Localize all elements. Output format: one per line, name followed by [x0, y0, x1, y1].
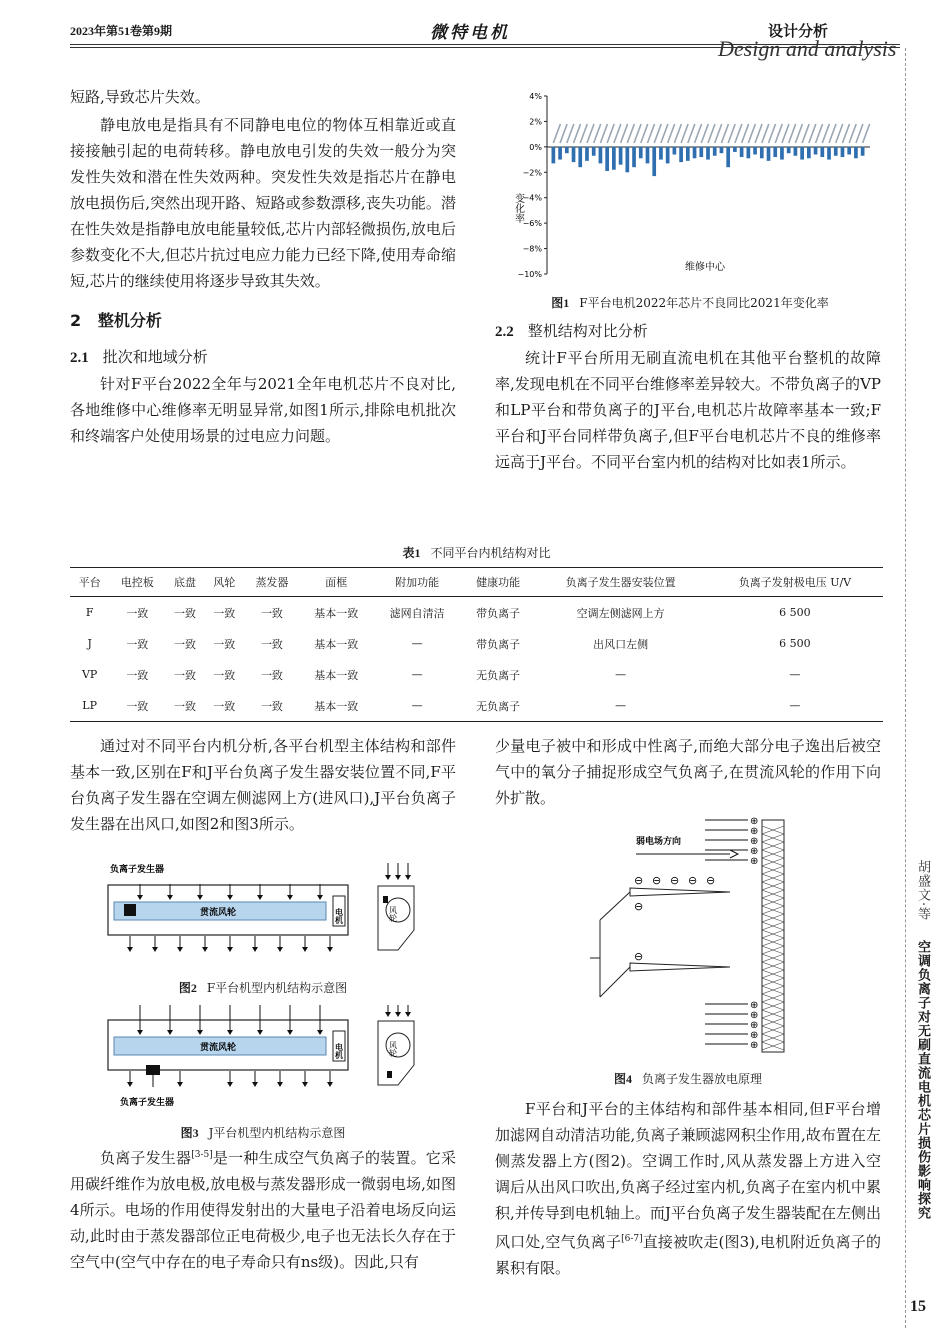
table-cell: 一致	[109, 690, 165, 722]
x-tick-label-blur	[762, 124, 769, 143]
table-cell: 带负离子	[476, 606, 521, 620]
figure-caption-text: 负离子发生器放电原理	[642, 1072, 763, 1086]
air-arrow-head	[287, 1030, 293, 1035]
x-tick-label-blur	[607, 124, 614, 143]
table-cell: 一致	[213, 606, 236, 620]
bar	[753, 147, 757, 155]
x-tick-label-blur	[795, 124, 802, 143]
table-cell: —	[615, 668, 627, 681]
fan-label: 贯流风轮	[200, 908, 237, 918]
positive-charge: ⊕	[750, 1040, 759, 1051]
y-tick-label: −8%	[522, 244, 542, 254]
bar	[841, 147, 845, 157]
column-header: 负离子发射极电压 U/V	[707, 568, 883, 597]
bar	[814, 147, 818, 155]
section-title-en: Design and analysis	[718, 36, 897, 61]
right-column-middle	[495, 733, 881, 811]
bar	[706, 147, 710, 160]
bar	[673, 147, 677, 155]
air-arrow-head	[127, 947, 133, 952]
page-number: 15	[910, 1298, 926, 1315]
bar	[854, 147, 858, 158]
y-tick-label: 2%	[529, 117, 542, 127]
bar	[666, 147, 670, 164]
y-axis-label: 变化率	[512, 193, 524, 223]
bar	[592, 147, 596, 156]
paragraph: 统计F平台所用无刷直流电机在其他平台整机的故障率,发现电机在不同平台维修率差异较大。不带负离子的VP和LP平台和带负离子的J平台,电机芯片故障率基本一致;F平台和J平台同样带负离子,但F平台电机芯片不良的维修率远高于J平台。不同平台室内机的结构对比如表1所示。	[495, 349, 881, 471]
air-arrow-head	[385, 875, 391, 880]
x-tick-label-blur	[560, 124, 567, 143]
bar	[780, 147, 784, 160]
ion-generator	[146, 1065, 160, 1075]
table-body	[70, 597, 883, 722]
running-title: 空调负离子对无刷直流电机芯片损伤影响探究	[915, 940, 930, 1221]
air-arrow-head	[317, 895, 323, 900]
y-tick-label: −10%	[517, 270, 542, 279]
x-tick-label-blur	[668, 124, 675, 143]
left-column-top	[70, 84, 456, 449]
air-arrow-head	[197, 1030, 203, 1035]
positive-charge: ⊕	[750, 856, 759, 867]
section-title-cn: 设计分析	[768, 22, 829, 40]
air-arrow-head	[227, 947, 233, 952]
x-tick-label-blur	[789, 124, 796, 143]
air-arrow-head	[227, 1030, 233, 1035]
x-tick-label-blur	[802, 124, 809, 143]
positive-charge: ⊕	[750, 816, 759, 827]
table-cell: 一致	[173, 637, 196, 651]
x-tick-label-blur	[721, 124, 728, 143]
x-tick-label-blur	[587, 124, 594, 143]
table-cell: —	[373, 690, 462, 722]
air-arrow-head	[405, 1012, 411, 1017]
bar	[861, 147, 865, 156]
x-tick-label-blur	[701, 124, 708, 143]
x-tick-label-blur	[634, 124, 641, 143]
bar	[578, 147, 582, 167]
air-arrow-head	[302, 1082, 308, 1087]
electron: ⊖	[652, 874, 662, 887]
table-row	[70, 659, 883, 690]
x-tick-label-blur	[715, 124, 722, 143]
right-column-top	[495, 318, 881, 475]
x-tick-label-blur	[641, 124, 648, 143]
column-header: 风轮	[205, 568, 244, 597]
figure-3-diagram	[100, 1005, 430, 1115]
discharge-needle	[630, 963, 730, 971]
x-tick-label-blur	[728, 124, 735, 143]
table-cell: —	[411, 637, 423, 650]
bar	[726, 147, 730, 167]
column-header: 蒸发器	[244, 568, 300, 597]
table-cell: 基本一致	[314, 668, 359, 682]
x-tick-label-blur	[553, 124, 560, 143]
air-arrow-head	[257, 895, 263, 900]
bar	[720, 147, 724, 153]
bar	[800, 147, 804, 160]
x-tick-label-blur	[809, 124, 816, 143]
paragraph	[495, 1096, 881, 1281]
air-arrow-head	[302, 947, 308, 952]
electron: ⊖	[634, 874, 644, 887]
paragraph: 通过对不同平台内机分析,各平台机型主体结构和部件基本一致,区别在F和J平台负离子发生器安装位置不同,F平台负离子发生器在空调左侧滤网上方(进风口),J平台负离子发生器在出风口,如图2和图3所示。	[70, 737, 456, 833]
electron: ⊖	[706, 874, 716, 887]
y-tick-label: 4%	[529, 92, 542, 101]
figure-1-caption	[500, 294, 880, 311]
air-arrow-head	[137, 1030, 143, 1035]
x-tick-label-blur	[661, 124, 668, 143]
air-arrow-head	[277, 1082, 283, 1087]
bar	[827, 147, 831, 160]
table-cell: 一致	[213, 668, 236, 682]
bar	[558, 147, 562, 160]
bar	[834, 147, 838, 156]
table-cell: VP	[81, 668, 98, 681]
positive-charge: ⊕	[750, 826, 759, 837]
bar	[639, 147, 643, 158]
right-column-bottom	[495, 1096, 881, 1281]
x-tick-label-blur	[836, 124, 843, 143]
column-header: 平台	[70, 568, 109, 597]
table-cell: 出风口左侧	[593, 637, 649, 651]
column-header: 面框	[300, 568, 373, 597]
air-arrow-head	[227, 895, 233, 900]
table-cell: 空调左侧滤网上方	[576, 606, 665, 620]
bar	[773, 147, 777, 157]
paragraph	[70, 1142, 456, 1275]
air-arrow-head	[327, 1082, 333, 1087]
y-tick-label: −6%	[522, 219, 542, 229]
table-caption-text: 不同平台内机结构对比	[430, 546, 551, 560]
bar	[847, 147, 851, 155]
ion-generator	[124, 904, 136, 916]
x-tick-label-blur	[856, 124, 863, 143]
table-cell: 一致	[205, 690, 244, 722]
bar	[552, 147, 556, 164]
air-arrow-head	[287, 895, 293, 900]
x-tick-label-blur	[580, 124, 587, 143]
table-cell: 基本一致	[314, 606, 359, 620]
air-arrow-head	[167, 1030, 173, 1035]
bar	[746, 147, 750, 158]
section-title: 整机分析	[97, 311, 162, 330]
bar	[733, 147, 737, 152]
positive-charge: ⊕	[750, 1030, 759, 1041]
table-1-caption	[70, 544, 883, 561]
journal-issue: 2023年第51卷第9期	[70, 24, 173, 38]
air-arrow-head	[257, 1030, 263, 1035]
table-cell: 6 500	[779, 637, 811, 650]
figure-2-diagram	[100, 860, 430, 970]
wheel-label: 风轮	[388, 1041, 398, 1057]
figure-label: 图3	[180, 1126, 199, 1140]
x-tick-label-blur	[755, 124, 762, 143]
bar	[565, 147, 569, 153]
figure-3-caption	[70, 1124, 456, 1141]
table-cell: 一致	[173, 668, 196, 682]
air-arrow-head	[395, 875, 401, 880]
margin-dashed-line	[905, 48, 906, 1328]
citation: [3-5]	[191, 1150, 213, 1160]
fan-label: 贯流风轮	[200, 1043, 237, 1053]
table-cell: 一致	[244, 690, 300, 722]
table-cell: 无负离子	[476, 668, 521, 682]
x-tick-label-blur	[822, 124, 829, 143]
table-cell: 一致	[165, 690, 204, 722]
x-axis-label: 维修中心	[685, 262, 725, 273]
bar	[713, 147, 717, 156]
air-arrow-head	[385, 1012, 391, 1017]
running-author: 胡盛文·等	[915, 860, 930, 922]
table-cell: 基本一致	[314, 637, 359, 651]
table-header-row	[70, 568, 883, 597]
table-row	[70, 597, 883, 629]
table-cell: 一致	[173, 606, 196, 620]
motor-label: 电机	[334, 908, 344, 924]
bar	[686, 147, 690, 161]
subsection-number: 2.2	[495, 324, 514, 340]
x-tick-label-blur	[782, 124, 789, 143]
air-arrow-head	[327, 947, 333, 952]
paragraph-text: 直接被吹走(图3),电机附近负离子的累积有限。	[495, 1233, 881, 1277]
side-arrows	[385, 1005, 411, 1017]
outflow-arrows	[127, 936, 333, 952]
column-header: 负离子发生器安装位置	[534, 568, 706, 597]
x-tick-label-blur	[567, 124, 574, 143]
subsection-title: 整机结构对比分析	[527, 322, 648, 340]
x-tick-labels	[553, 124, 869, 143]
bar	[585, 147, 589, 161]
generator-label: 负离子发生器	[110, 865, 165, 875]
figure-2-caption	[70, 979, 456, 996]
column-header: 附加功能	[373, 568, 462, 597]
air-arrow-head	[202, 947, 208, 952]
section-heading	[70, 308, 456, 334]
x-tick-label-blur	[849, 124, 856, 143]
x-tick-label-blur	[600, 124, 607, 143]
table-cell: 一致	[213, 637, 236, 651]
x-tick-label-blur	[627, 124, 634, 143]
figure-4-diagram	[590, 812, 800, 1062]
evaporator	[762, 820, 784, 1052]
x-tick-label-blur	[816, 124, 823, 143]
bar	[619, 147, 623, 165]
bar	[767, 147, 771, 161]
x-tick-label-blur	[574, 124, 581, 143]
x-tick-label-blur	[647, 124, 654, 143]
table-label: 表1	[402, 546, 421, 560]
air-arrow-head	[252, 947, 258, 952]
x-tick-label-blur	[695, 124, 702, 143]
header-rule	[70, 44, 900, 45]
subsection-number: 2.1	[70, 350, 89, 366]
bar	[679, 147, 683, 162]
figure-label: 图1	[551, 296, 570, 310]
table-cell: 基本一致	[300, 690, 373, 722]
paragraph: 静电放电是指具有不同静电电位的物体互相靠近或直接接触引起的电荷转移。静电放电引发的失效一般分为突发性失效和潜在性失效两种。突发性失效是指芯片在静电放电损伤后,突然出现开路、短路或参数漂移,丧失功能。潜在性失效是指静电放电能量较低,芯片内部轻微损伤,放电后参数变化不大,但芯片抗过电应力能力已经下降,使用寿命缩短,芯片的继续使用将逐步导致其失效。	[70, 116, 456, 290]
air-arrow-head	[277, 947, 283, 952]
table-cell: 一致	[260, 606, 283, 620]
positive-charge: ⊕	[750, 1000, 759, 1011]
positive-charge: ⊕	[750, 1010, 759, 1021]
table-cell: 滤网自清洁	[389, 606, 445, 620]
motor-label: 电机	[334, 1043, 344, 1059]
air-arrow-head	[252, 1082, 258, 1087]
bar	[794, 147, 798, 156]
positive-charges	[750, 816, 758, 1051]
bar	[693, 147, 697, 158]
field-direction-label: 弱电场方向	[636, 837, 682, 847]
bar	[807, 147, 811, 158]
figure-1-chart	[500, 88, 880, 288]
figure-label: 图4	[613, 1072, 632, 1086]
air-arrow-head	[177, 947, 183, 952]
citation: [6-7]	[621, 1234, 643, 1244]
x-tick-label-blur	[594, 124, 601, 143]
table-cell: 带负离子	[476, 637, 521, 651]
y-tick-label: −4%	[522, 193, 542, 203]
air-arrow-head	[167, 895, 173, 900]
figure-4-caption	[495, 1070, 881, 1087]
y-tick-label: 0%	[529, 142, 542, 152]
air-arrow-head	[405, 875, 411, 880]
x-tick-label-blur	[735, 124, 742, 143]
table-cell: F	[85, 606, 94, 619]
table-cell: 无负离子	[462, 690, 535, 722]
positive-charge: ⊕	[750, 1020, 759, 1031]
table-cell: 一致	[260, 668, 283, 682]
air-arrow-head	[395, 1012, 401, 1017]
bar	[625, 147, 629, 172]
side-arrows	[385, 863, 411, 880]
x-tick-label-blur	[863, 124, 870, 143]
bar	[652, 147, 656, 176]
paragraph: 短路,导致芯片失效。	[70, 88, 210, 106]
bar	[820, 147, 824, 157]
table-row	[70, 690, 883, 722]
x-tick-label-blur	[829, 124, 836, 143]
x-tick-label-blur	[688, 124, 695, 143]
side-view-generator	[387, 1071, 392, 1078]
positive-charge: ⊕	[750, 836, 759, 847]
subsection-heading	[495, 318, 881, 345]
table-cell: —	[789, 668, 801, 681]
x-tick-label-blur	[654, 124, 661, 143]
left-column-middle	[70, 733, 456, 837]
paragraph-text: F平台和J平台的主体结构和部件基本相同,但F平台增加滤网自动清洁功能,负离子兼顾滤网积尘作用,故布置在左侧蒸发器上方(图2)。空调工作时,风从蒸发器上方进入空调后从出风口吹出,负离子经过室内机,负离子在室内机中累积,并传导到电机轴上。而J平台负离子发生器装配在左侧出风口处,空气负离子	[495, 1100, 881, 1251]
electron: ⊖	[688, 874, 698, 887]
table-cell: J	[87, 637, 92, 650]
x-tick-label-blur	[614, 124, 621, 143]
inflow-arrows	[137, 884, 323, 900]
generator-label: 负离子发生器	[120, 1098, 175, 1108]
table-row	[70, 628, 883, 659]
x-tick-label-blur	[621, 124, 628, 143]
table-cell: —	[707, 690, 883, 722]
figure-caption-text: F平台机型内机结构示意图	[206, 981, 348, 995]
bar	[572, 147, 576, 162]
column-header: 底盘	[165, 568, 204, 597]
x-tick-label-blur	[769, 124, 776, 143]
bar	[646, 147, 650, 164]
side-running-title	[912, 860, 932, 1220]
table-1	[70, 567, 883, 722]
bar	[599, 147, 603, 164]
air-arrow-head	[152, 947, 158, 952]
wheel-label: 风轮	[388, 906, 398, 922]
bar	[740, 147, 744, 157]
x-tick-label-blur	[674, 124, 681, 143]
table-cell: LP	[70, 690, 109, 722]
bar	[659, 147, 663, 160]
x-tick-label-blur	[681, 124, 688, 143]
x-tick-label-blur	[708, 124, 715, 143]
section-number: 2	[70, 311, 82, 330]
figure-label: 图2	[178, 981, 197, 995]
air-arrow-head	[317, 1030, 323, 1035]
journal-title: 微特电机	[430, 23, 510, 43]
air-arrow-head	[197, 895, 203, 900]
x-tick-label-blur	[742, 124, 749, 143]
bar	[699, 147, 703, 157]
column-header: 健康功能	[462, 568, 535, 597]
column-header: 电控板	[109, 568, 165, 597]
positive-charge: ⊕	[750, 846, 759, 857]
table-cell: 一致	[260, 637, 283, 651]
left-column-bottom	[70, 1142, 456, 1275]
paragraph-text: 是一种生成空气负离子的装置。它采用碳纤维作为放电极,放电极与蒸发器形成一微弱电场,如图4所示。电场的作用使得发射出的大量电子沿着电场反向运动,此时由于蒸发器部位正电荷极少,电子也无法长久存在于空气中(空气中存在的电子寿命只有ns级)。因此,只有	[70, 1149, 456, 1271]
electrons	[634, 874, 715, 963]
air-arrow-head	[127, 1082, 133, 1087]
table-cell: 一致	[126, 606, 149, 620]
air-arrow-head	[177, 1082, 183, 1087]
x-tick-label-blur	[842, 124, 849, 143]
air-arrow-head	[137, 895, 143, 900]
discharge-needle	[630, 888, 730, 896]
paragraph: 少量电子被中和形成中性离子,而绝大部分电子逸出后被空气中的氧分子捕捉形成空气负离子,在贯流风轮的作用下向外扩散。	[495, 737, 881, 807]
side-view-generator	[383, 896, 388, 903]
electron: ⊖	[670, 874, 680, 887]
bar	[605, 147, 609, 171]
air-arrow-head	[227, 1082, 233, 1087]
table-cell: —	[534, 690, 706, 722]
table-cell: 一致	[126, 637, 149, 651]
header-rule-2	[70, 47, 900, 48]
paragraph-text: 负离子发生器	[100, 1149, 192, 1167]
bars	[552, 147, 865, 176]
paragraph: 针对F平台2022全年与2021全年电机芯片不良对比,各地维修中心维修率无明显异常,如图1所示,排除电机批次和终端客户处使用场景的过电应力问题。	[70, 375, 456, 445]
figure-caption-text: F平台电机2022年芯片不良同比2021年变化率	[579, 296, 829, 310]
bar	[612, 147, 616, 170]
electron: ⊖	[634, 900, 644, 913]
x-tick-label-blur	[748, 124, 755, 143]
subsection-title: 批次和地域分析	[102, 348, 208, 366]
x-tick-label-blur	[775, 124, 782, 143]
electron: ⊖	[634, 950, 644, 963]
bar	[787, 147, 791, 153]
figure-caption-text: J平台机型内机结构示意图	[208, 1126, 346, 1140]
table-cell: —	[411, 668, 423, 681]
table-cell: 一致	[126, 668, 149, 682]
table-cell: 6 500	[779, 606, 811, 619]
y-ticks	[518, 92, 547, 279]
bar	[632, 147, 636, 167]
y-tick-label: −2%	[522, 168, 542, 178]
bar	[760, 147, 764, 158]
subsection-heading	[70, 344, 456, 371]
